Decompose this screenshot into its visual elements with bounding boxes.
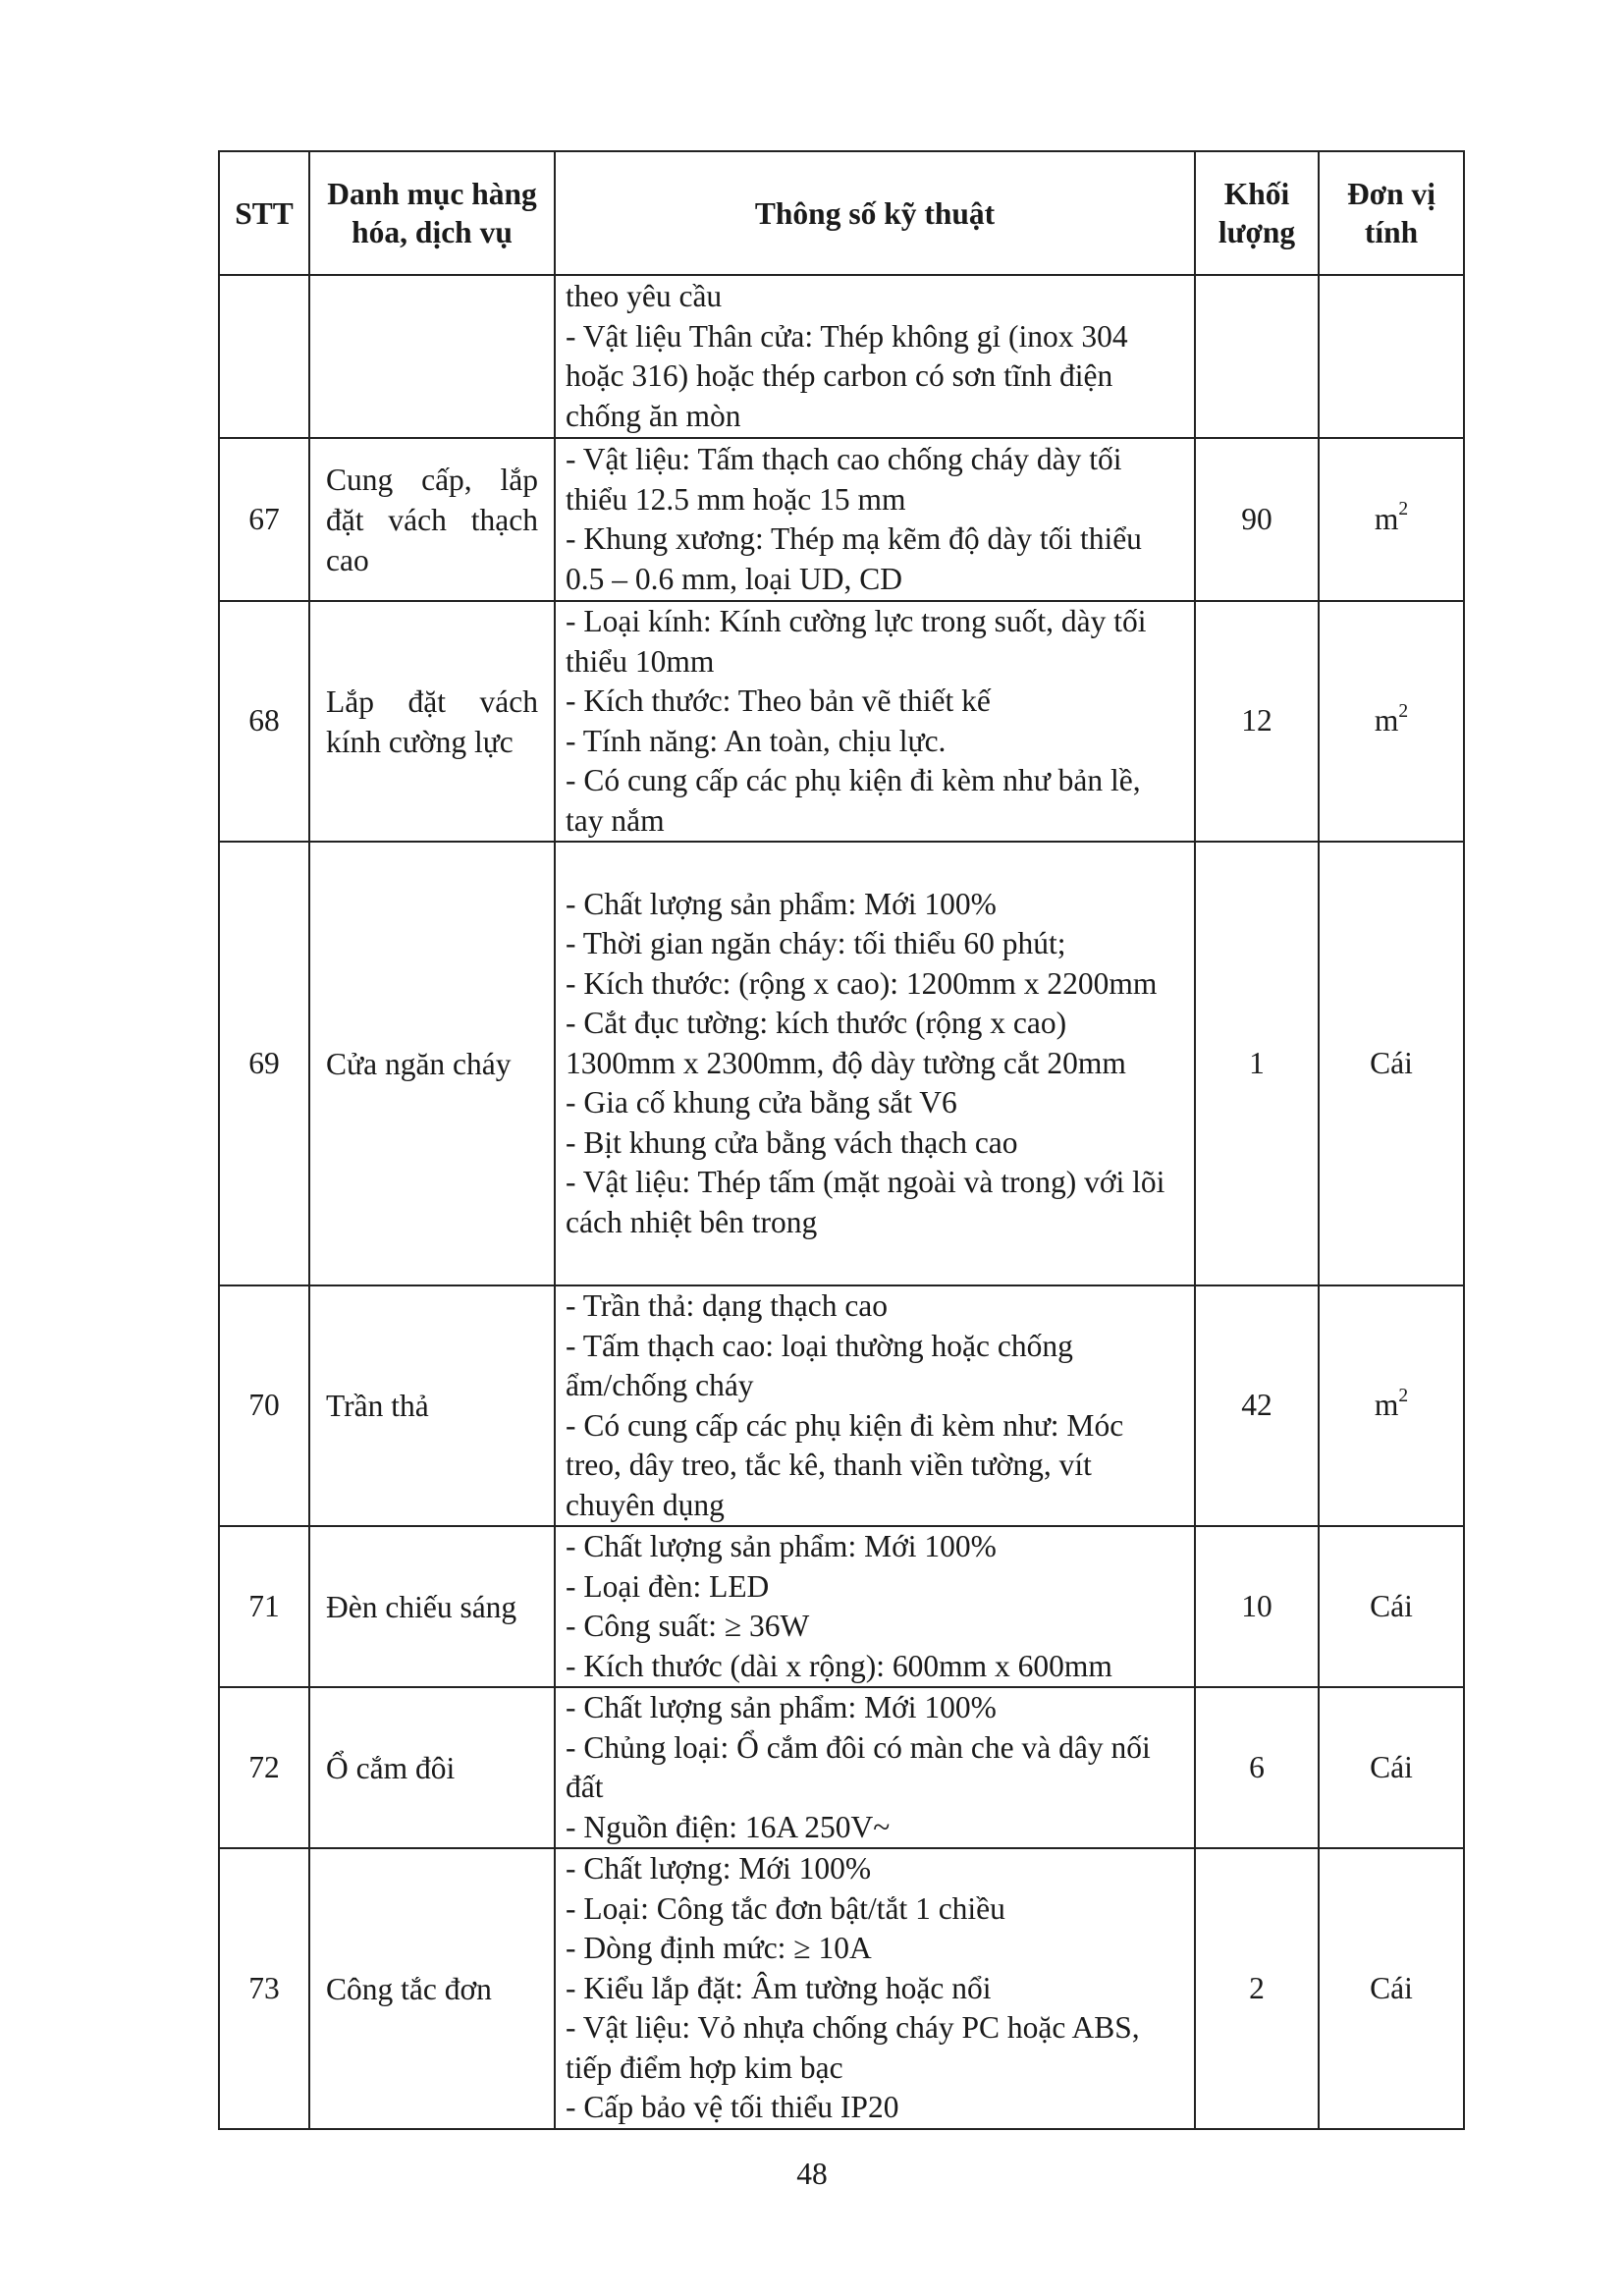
item-cell: Lắp đặt vách kính cường lực — [309, 601, 555, 842]
continuation-stt-cell — [219, 275, 309, 438]
table-header-row — [219, 151, 1464, 275]
table-body — [219, 275, 1464, 2129]
spec-line: - Dòng định mức: ≥ 10A — [566, 1931, 872, 1966]
unit-text: Cái — [1370, 1749, 1413, 1784]
stt-cell: 73 — [219, 1848, 309, 2129]
stt-cell: 68 — [219, 601, 309, 842]
spec-cell — [555, 1848, 1195, 2129]
stt-cell: 70 — [219, 1285, 309, 1526]
unit-cell — [1319, 1687, 1464, 1848]
stt-cell: 71 — [219, 1526, 309, 1687]
item-cell: Trần thả — [309, 1285, 555, 1526]
spec-line: - Loại đèn: LED — [566, 1568, 770, 1604]
spec-line: - Vật liệu Thân cửa: Thép không gỉ (inox 304 hoặc 316) hoặc thép carbon có sơn tĩnh điện chống ăn mòn — [566, 318, 1128, 433]
spec-line: - Kích thước (dài x rộng): 600mm x 600mm — [566, 1648, 1112, 1683]
unit-text: Cái — [1370, 1970, 1413, 2005]
item-cell: Ổ cắm đôi — [309, 1687, 555, 1848]
unit-text: m — [1374, 501, 1399, 536]
stt-cell: 72 — [219, 1687, 309, 1848]
table-row-continuation — [219, 275, 1464, 438]
spec-line: - Nguồn điện: 16A 250V~ — [566, 1809, 891, 1844]
table-row — [219, 842, 1464, 1285]
header-item: Danh mục hàng hóa, dịch vụ — [309, 151, 555, 275]
spec-line: - Tấm thạch cao: loại thường hoặc chống ẩm/chống cháy — [566, 1328, 1073, 1402]
spec-line: - Kiểu lắp đặt: Âm tường hoặc nổi — [566, 1970, 992, 2005]
spec-line: - Chất lượng sản phẩm: Mới 100% — [566, 886, 997, 921]
quantity-cell: 12 — [1195, 601, 1319, 842]
spec-line: - Loại: Công tắc đơn bật/tắt 1 chiều — [566, 1890, 1005, 1926]
spec-cell — [555, 1687, 1195, 1848]
unit-cell — [1319, 1848, 1464, 2129]
table-row — [219, 1285, 1464, 1526]
quantity-cell: 6 — [1195, 1687, 1319, 1848]
unit-text: m — [1374, 1388, 1399, 1423]
spec-line: - Trần thả: dạng thạch cao — [566, 1288, 889, 1323]
unit-cell — [1319, 1285, 1464, 1526]
continuation-qty-cell — [1195, 275, 1319, 438]
spec-cell — [555, 842, 1195, 1285]
continuation-spec-cell — [555, 275, 1195, 438]
specifications-table — [218, 150, 1465, 2130]
spec-line: - Cấp bảo vệ tối thiểu IP20 — [566, 2090, 899, 2125]
quantity-cell: 90 — [1195, 438, 1319, 601]
continuation-unit-cell — [1319, 275, 1464, 438]
table-row — [219, 1526, 1464, 1687]
header-unit: Đơn vị tính — [1319, 151, 1464, 275]
unit-text: Cái — [1370, 1588, 1413, 1623]
unit-text: Cái — [1370, 1045, 1413, 1080]
quantity-cell: 2 — [1195, 1848, 1319, 2129]
spec-line: - Kích thước: (rộng x cao): 1200mm x 2200mm — [566, 965, 1158, 1001]
spec-line: - Chủng loại: Ổ cắm đôi có màn che và dây nối đất — [566, 1729, 1151, 1804]
stt-cell: 69 — [219, 842, 309, 1285]
spec-cell — [555, 438, 1195, 601]
spec-cell — [555, 1285, 1195, 1526]
spec-line: - Có cung cấp các phụ kiện đi kèm như: Móc treo, dây treo, tắc kê, thanh viền tường, vít chuyên dụng — [566, 1407, 1124, 1522]
continuation-item-cell — [309, 275, 555, 438]
spec-line: - Chất lượng: Mới 100% — [566, 1851, 872, 1886]
spec-line: - Khung xương: Thép mạ kẽm độ dày tối thiểu 0.5 – 0.6 mm, loại UD, CD — [566, 521, 1142, 596]
unit-superscript: 2 — [1398, 700, 1409, 722]
unit-cell — [1319, 601, 1464, 842]
spec-line: - Thời gian ngăn cháy: tối thiểu 60 phút; — [566, 926, 1066, 961]
unit-superscript: 2 — [1398, 499, 1409, 520]
table-row — [219, 601, 1464, 842]
spec-line: - Vật liệu: Thép tấm (mặt ngoài và trong) với lõi cách nhiệt bên trong — [566, 1165, 1165, 1239]
item-cell: Đèn chiếu sáng — [309, 1526, 555, 1687]
unit-superscript: 2 — [1398, 1385, 1409, 1406]
spec-cell — [555, 601, 1195, 842]
spec-line: - Kích thước: Theo bản vẽ thiết kế — [566, 683, 991, 718]
spec-cell — [555, 1526, 1195, 1687]
item-cell: Cửa ngăn cháy — [309, 842, 555, 1285]
item-cell: Công tắc đơn — [309, 1848, 555, 2129]
spec-line: theo yêu cầu — [566, 279, 723, 313]
unit-cell — [1319, 842, 1464, 1285]
header-quantity: Khối lượng — [1195, 151, 1319, 275]
spec-line: - Chất lượng sản phẩm: Mới 100% — [566, 1529, 997, 1563]
spec-line: - Bịt khung cửa bằng vách thạch cao — [566, 1124, 1018, 1160]
spec-line: - Vật liệu: Vỏ nhựa chống cháy PC hoặc ABS, tiếp điểm hợp kim bạc — [566, 2010, 1140, 2085]
table-row — [219, 1687, 1464, 1848]
unit-cell — [1319, 1526, 1464, 1687]
unit-text: m — [1374, 703, 1399, 738]
header-stt: STT — [219, 151, 309, 275]
quantity-cell: 1 — [1195, 842, 1319, 1285]
quantity-cell: 10 — [1195, 1526, 1319, 1687]
spec-line: - Chất lượng sản phẩm: Mới 100% — [566, 1690, 997, 1724]
page-number: 48 — [796, 2157, 828, 2191]
spec-line: - Loại kính: Kính cường lực trong suốt, dày tối thiểu 10mm — [566, 604, 1147, 679]
spec-line: - Tính năng: An toàn, chịu lực. — [566, 723, 947, 758]
header-spec: Thông số kỹ thuật — [555, 151, 1195, 275]
spec-line: - Cắt đục tường: kích thước (rộng x cao) 1300mm x 2300mm, độ dày tường cắt 20mm — [566, 1006, 1126, 1080]
unit-cell — [1319, 438, 1464, 601]
spec-line: - Vật liệu: Tấm thạch cao chống cháy dày tối thiểu 12.5 mm hoặc 15 mm — [566, 442, 1122, 517]
stt-cell: 67 — [219, 438, 309, 601]
table-row — [219, 1848, 1464, 2129]
spec-line: - Công suất: ≥ 36W — [566, 1609, 810, 1643]
table-row — [219, 438, 1464, 601]
quantity-cell: 42 — [1195, 1285, 1319, 1526]
item-cell: Cung cấp, lắp đặt vách thạch cao — [309, 438, 555, 601]
spec-line: - Có cung cấp các phụ kiện đi kèm như bản lề, tay nắm — [566, 763, 1141, 838]
spec-line: - Gia cố khung cửa bằng sắt V6 — [566, 1085, 957, 1121]
